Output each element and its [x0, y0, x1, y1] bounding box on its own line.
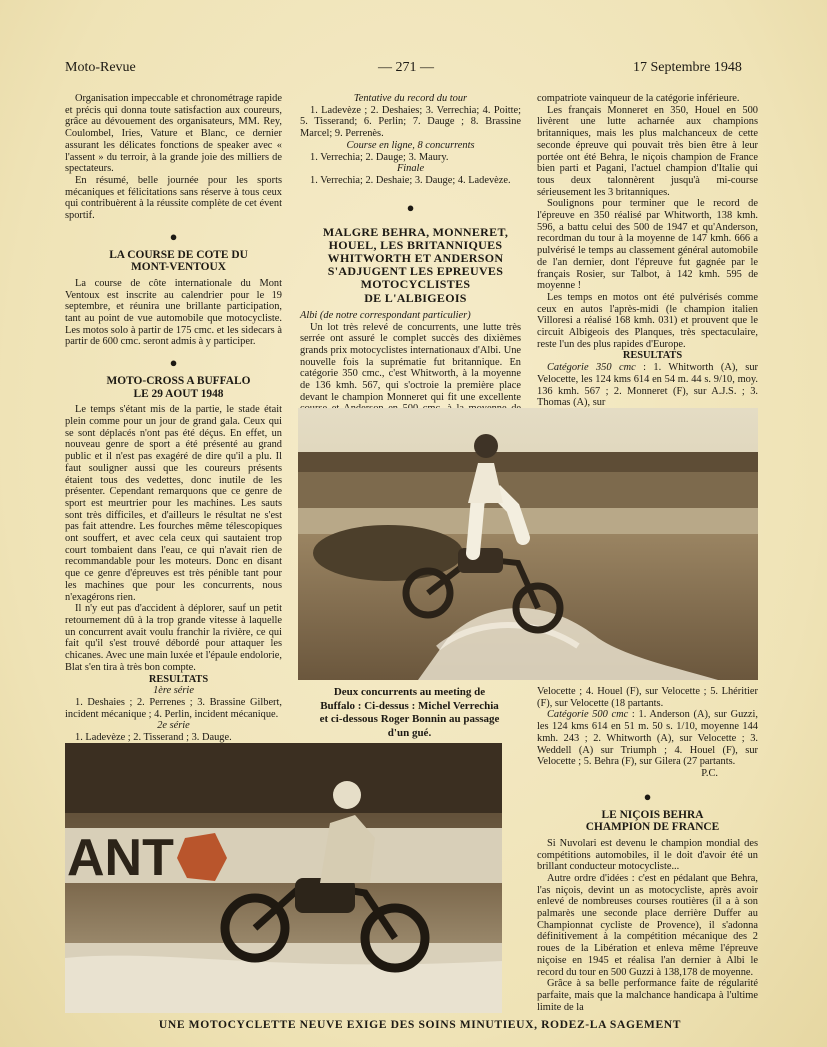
article-paragraph: Les temps en motos ont été pulvérisés comme ceux en autos l'après-midi (le champion italien Villoresi a réalisé 168 kmh. 031) et prouvent que le circuit Albigeois des Planques, très spectaculaire, reste l'un des plus rapides d'Europe. — [537, 291, 758, 350]
results-text: Velocette ; 4. Houel (F), sur Velocette ; 5. Lhéritier (F), sur Velocette (18 partants. — [537, 686, 758, 709]
section-bullet: ● — [169, 228, 178, 244]
article-paragraph: Si Nuvolari est devenu le champion mondial des compétitions automobiles, il le doit d'avoir été un brillant conducteur motocycliste... — [537, 837, 758, 873]
section-bullet: ● — [643, 788, 652, 804]
article-paragraph: Grâce à sa belle performance faite de régularité parfaite, mais que la malchance handicapa à l'ultime limite de la — [537, 978, 758, 1013]
results-text: 1. Ladevèze ; 2. Tisserand ; 3. Dauge. — [75, 732, 232, 744]
category-results: : 1. Whitworth (A), sur Velocette, les 124 kms 614 en 54 m. 44 s. 9/10, moy. 136 kmh. 567 ; 2. Monneret (F), sur A.J.S. ; 3. Thomas (A), sur — [537, 362, 758, 409]
page-number: — 271 — — [378, 60, 434, 75]
article-paragraph: Autre ordre d'idées : c'est en pédalant que Behra, l'as niçois, devint un as motocycliste, après avoir enlevé de nombreuses courses routières (il a à son palmarès une seconde place derrière Duffer au Championnat cycliste de Provence), il s'adonna définitivement à la compétition mécanique des 2 roues de la Libération et enleva même l'épreuve niçoise en 1945 et réalisa l'an dernier à Albi le record du tour en 500 Guzzi à 138,178 de moyenne. — [537, 872, 758, 978]
headline-buffalo: LE 29 AOUT 1948 — [133, 387, 224, 400]
headline-ventoux: LA COURSE DE COTE DU — [109, 248, 248, 261]
article-paragraph: Un lot très relevé de concurrents, une lutte très serrée ont assuré le complet succès des dixièmes grands prix motocyclistes internationaux d'Albi. Une nouvelle fois la suprématie fut britannique. En catégorie 350 cmc., c'est Whitworth, à la moyenne de 136 kmh. 567, qui s'octroie la première place devant le champion Monneret qui fit une excellente — [300, 321, 521, 403]
results-heading: RESULTATS — [148, 673, 209, 685]
headline-albi: S'ADJUGENT LES EPREUVES — [327, 264, 504, 279]
photo-caption: Deux concurrents au meeting de Buffalo : Ci-dessus : Michel Verrechia et ci-dessous Roger Bonnin au passage d'un gué. — [319, 686, 500, 739]
results-label: Course en ligne, 8 concurrents — [346, 139, 475, 151]
results-text: 1. Deshaies ; 2. Perrenes ; 3. Brassine Gilbert, incident mécanique ; 4. Perlin, incident mécanique. — [65, 696, 282, 720]
article-paragraph: Organisation impeccable et chronométrage rapide et précis qui donna toute satisfaction aux coureurs, grâce au dévouement des organisateurs, MM. Rey, Coulombel, Iries, Vature et Blanc, ce dernier assurant les délicates fonctions de speaker avec « l'assent » du terroir, à la grande joie des milliers de spectateurs. — [65, 93, 282, 175]
column-right-lower — [537, 686, 758, 1013]
headline-albi: MALGRE BEHRA, MONNERET, — [322, 224, 509, 239]
section-bullet: ● — [169, 355, 178, 371]
photo-motorcycle-ford — [65, 743, 502, 1013]
headline-behra: CHAMPION DE FRANCE — [585, 821, 720, 834]
results-text — [537, 709, 758, 768]
headline-ventoux: MONT-VENTOUX — [131, 261, 226, 274]
results-text — [537, 362, 758, 409]
headline-albi: HOUEL, LES BRITANNIQUES — [328, 237, 503, 252]
results-label: Finale — [396, 163, 425, 175]
headline-buffalo: MOTO-CROSS A BUFFALO — [106, 375, 251, 388]
results-label: Tentative du record du tour — [353, 93, 468, 104]
article-paragraph: Les français Monneret en 350, Houel en 500 livèrent une lutte acharnée aux champions britanniques, mais les plus malchanceux de cette seconde épreuve qui pouvait très bien être à leur portée ont été Behra, le niçois champion de France bien parti et Pagani, l'actuel champion d'Italie qui tous deux talonnèrent jusqu'à mi-course sérieusement les 3 britanniques. — [537, 104, 758, 198]
magazine-name: Moto-Revue — [65, 60, 136, 75]
article-paragraph: Le temps s'étant mis de la partie, le stade était plein comme pour un jour de grand gala. Ceux qui se sont déplacés n'ont pas été déçus. En effet, un nouveau genre de sport a été présenté au grand public et il n'est pas exagéré de dire qu'il a plu. Il faut souligner aussi que les coureurs présents étaient tous des vedettes, donc inutile de les présenter. Cependant remarquons que ce genre de sport est meurtrier pour les machines. Les sauts sont très difficiles, et d'ailleurs le résultat ne s'est pas fait attendre. Les fourches même télescopiques ont souffert, et avec cela ceux qui sautaient trop court tombaient dans l'eau, ce qui n'avait rien de recommandable pour les moteurs. Donc en disant que ce genre d'épreuves est très pénible tant pour les machines que pour les concurrents, nous n'exagérons rien. — [65, 404, 282, 603]
photo-verrechia — [298, 408, 758, 680]
footer-slogan: UNE MOTOCYCLETTE NEUVE EXIGE DES SOINS MINUTIEUX, RODEZ-LA SAGEMENT — [158, 1018, 682, 1031]
author-signature: P.C. — [701, 767, 718, 779]
results-text: 1. Ladevèze ; 2. Deshaies; 3. Verrechia; 4. Poitte; 5. Tisserand; 6. Perlin; 7. Dauge ; 8. Brassine Marcel; 9. Perrenès. — [300, 104, 521, 140]
headline-albi: WHITWORTH ET ANDERSON — [327, 251, 504, 266]
billboard-text: ANT — [67, 829, 174, 887]
headline-albi: MOTOCYCLISTES — [360, 277, 471, 292]
section-bullet: ● — [406, 199, 415, 215]
photo-bonnin — [65, 743, 502, 1013]
serie-label: 1ère série — [153, 685, 194, 697]
headline-behra: LE NIÇOIS BEHRA — [601, 808, 704, 821]
article-paragraph: Il n'y eut pas d'accident à déplorer, sauf un petit retournement dû à la trop grande vitesse à laquelle un concurrent avait voulu franchir la rivière, ce qui fait qu'il s'est trouvé débordé pour attaquer les chicanes. Avec une main luxée et l'épaule endolorie, Blat s'en tira à très bon compte. — [65, 603, 282, 673]
article-paragraph: Soulignons pour terminer que le record de l'épreuve en 350 réalisé par Whitworth, 138 kmh. 596, a battu celui des 500 de 1947 et qu'Anderson, recordman du tour à la moyenne de 147 kmh. 666 a pulvérisé le temps au classement général automobile de l'an dernier, dont l'épreuve fut gagnée par le français Rosier, sur Talbot, à 142 kmh. 595 de moyenne ! — [537, 198, 758, 292]
category-label: Catégorie 350 cmc — [547, 362, 636, 374]
results-text: 1. Verrechia; 2. Dauge; 3. Maury. — [310, 151, 449, 163]
category-results: : 1. Anderson (A), sur Guzzi, les 124 kms 614 en 51 m. 50 s. 1/10, moyenne 144 kmh. 243 ; 2. Whitworth (A), sur Velocette ; 3. Weddell (A) sur Triumph ; 4. Houel (F), sur Velocette ; 5. Behra (F), sur Gilera (27 partants. — [537, 709, 758, 768]
category-label: Catégorie 500 cmc — [547, 709, 629, 721]
issue-date: 17 Septembre 1948 — [633, 60, 742, 75]
results-heading: RESULTATS — [622, 350, 683, 362]
column-middle — [300, 93, 521, 427]
column-left — [65, 93, 282, 779]
article-paragraph: compatriote vainqueur de la catégorie inférieure. — [537, 93, 740, 104]
headline-albi: DE L'ALBIGEOIS — [364, 290, 467, 305]
article-paragraph: En résumé, belle journée pour les sports mécaniques et félicitations sans réserve à tous ceux qui contribuèrent à la réussite complète de cet évent sportif. — [65, 174, 282, 222]
results-text: 1. Verrechia; 2. Deshaie; 3. Dauge; 4. Ladevèze. — [310, 174, 511, 186]
column-right — [537, 93, 758, 409]
article-paragraph: La course de côte internationale du Mont Ventoux est inscrite au calendrier pour le 19 septembre, et réunira une brillante participation, tant au point de vue automobile que motocycliste. Les motos solo à partir de 175 cmc. et les sidecars à partir de 600 cmc. seront admis à y participer. — [65, 277, 282, 348]
byline: Albi (de notre correspondant particulier) — [300, 309, 471, 321]
photo-motorcycle-jump — [298, 408, 758, 680]
serie-label: 2e série — [157, 720, 190, 732]
